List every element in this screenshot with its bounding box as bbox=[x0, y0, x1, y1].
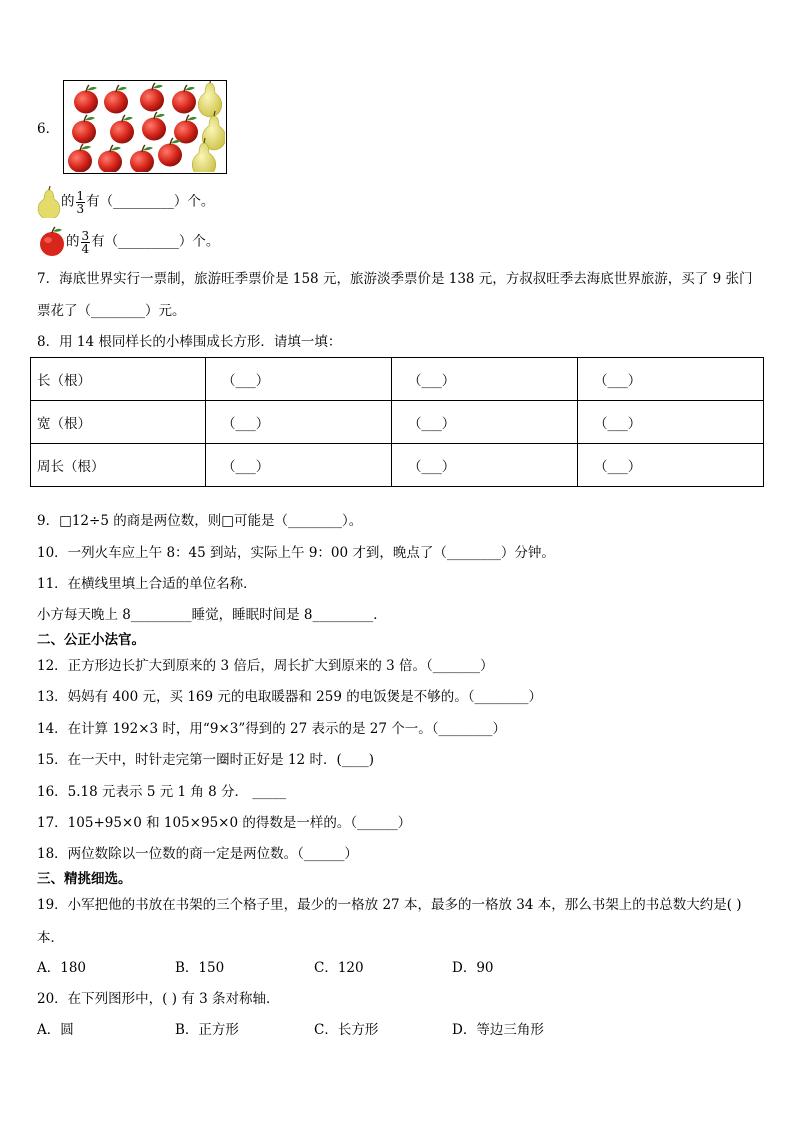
q20-option-d[interactable]: D．等边三角形 bbox=[452, 1022, 544, 1038]
q20-option-a[interactable]: A．圆 bbox=[37, 1022, 74, 1038]
pear-icon bbox=[37, 186, 61, 218]
q10: 10．一列火车应上午 8：45 到站，实际上午 9：00 才到，晚点了（________）分钟。 bbox=[37, 545, 555, 561]
row-label: 长（根） bbox=[31, 358, 206, 401]
q18: 18．两位数除以一位数的商一定是两位数。（______） bbox=[37, 846, 358, 862]
q6-apple-pre: 的 bbox=[66, 233, 80, 250]
q20-option-b[interactable]: B．正方形 bbox=[175, 1022, 239, 1038]
q7-line2: 票花了（________）元。 bbox=[37, 303, 186, 319]
answer-blank[interactable]: （___） bbox=[578, 358, 764, 401]
fraction-numerator: 3 bbox=[81, 228, 90, 243]
q7-line1: 7．海底世界实行一票制，旅游旺季票价是 158 元，旅游淡季票价是 138 元，方叔叔旺季去海底世界旅游，买了 9 张门 bbox=[37, 271, 753, 287]
section-3-heading: 三、精挑细选。 bbox=[37, 871, 132, 887]
table-row bbox=[31, 444, 764, 487]
answer-blank[interactable]: （___） bbox=[578, 444, 764, 487]
table-row bbox=[31, 401, 764, 444]
q6-apple-post: 有（_________）个。 bbox=[91, 233, 220, 250]
q13: 13．妈妈有 400 元，买 169 元的电取暖器和 259 的电饭煲是不够的。（________） bbox=[37, 689, 542, 705]
fraction-numerator: 1 bbox=[76, 188, 85, 203]
answer-blank[interactable]: （___） bbox=[206, 358, 392, 401]
q12: 12．正方形边长扩大到原来的 3 倍后，周长扩大到原来的 3 倍。（_______） bbox=[37, 658, 494, 674]
fruit-picture bbox=[63, 80, 227, 174]
answer-blank[interactable]: （___） bbox=[392, 401, 578, 444]
q16: 16．5.18 元表示 5 元 1 角 8 分． _____ bbox=[37, 784, 287, 800]
q20-prompt: 20．在下列图形中，( ) 有 3 条对称轴． bbox=[37, 991, 280, 1007]
answer-blank[interactable]: （___） bbox=[578, 401, 764, 444]
q11-prompt: 11．在横线里填上合适的单位名称． bbox=[37, 576, 257, 592]
q14: 14．在计算 192×3 时，用“9×3”得到的 27 表示的是 27 个一。（________） bbox=[37, 721, 506, 737]
fraction-denominator: 4 bbox=[81, 241, 90, 256]
answer-blank[interactable]: （___） bbox=[392, 444, 578, 487]
section-2-heading: 二、公正小法官。 bbox=[37, 632, 145, 648]
fruit-picture-svg bbox=[64, 81, 225, 172]
q8-prompt: 8．用 14 根同样长的小棒围成长方形．请填一填： bbox=[37, 334, 342, 350]
q11-fill: 小方每天晚上 8_________睡觉，睡眠时间是 8_________． bbox=[37, 607, 387, 623]
q15: 15．在一天中，时针走完第一圈时正好是 12 时．(____) bbox=[37, 752, 374, 768]
q9: 9．□12÷5 的商是两位数，则□可能是（________）。 bbox=[37, 513, 363, 529]
answer-blank[interactable]: （___） bbox=[206, 444, 392, 487]
q6-apple-line bbox=[38, 226, 219, 258]
q17: 17．105+95×0 和 105×95×0 的得数是一样的。（______） bbox=[37, 815, 412, 831]
answer-blank[interactable]: （___） bbox=[392, 358, 578, 401]
q8-table bbox=[30, 357, 764, 487]
q6-pear-fraction bbox=[76, 190, 86, 215]
q6-number: 6． bbox=[37, 121, 60, 137]
q19-option-b[interactable]: B．150 bbox=[175, 960, 225, 976]
q6-apple-fraction bbox=[81, 230, 91, 255]
q19-option-d[interactable]: D．90 bbox=[452, 960, 494, 976]
q19-option-a[interactable]: A．180 bbox=[37, 960, 87, 976]
q19-line2: 本． bbox=[37, 930, 64, 946]
q6-pear-line bbox=[37, 186, 214, 218]
fraction-denominator: 3 bbox=[76, 201, 85, 216]
table-row bbox=[31, 358, 764, 401]
q20-option-c[interactable]: C．长方形 bbox=[314, 1022, 379, 1038]
q6-pear-post: 有（_________）个。 bbox=[86, 193, 215, 210]
apple-icon bbox=[38, 226, 66, 258]
q19-line1: 19．小军把他的书放在书架的三个格子里，最少的一格放 27 本，最多的一格放 34 本，那么书架上的书总数大约是( ) bbox=[37, 897, 742, 913]
row-label: 宽（根） bbox=[31, 401, 206, 444]
q19-option-c[interactable]: C．120 bbox=[314, 960, 364, 976]
row-label: 周长（根） bbox=[31, 444, 206, 487]
answer-blank[interactable]: （___） bbox=[206, 401, 392, 444]
q6-pear-pre: 的 bbox=[61, 193, 75, 210]
